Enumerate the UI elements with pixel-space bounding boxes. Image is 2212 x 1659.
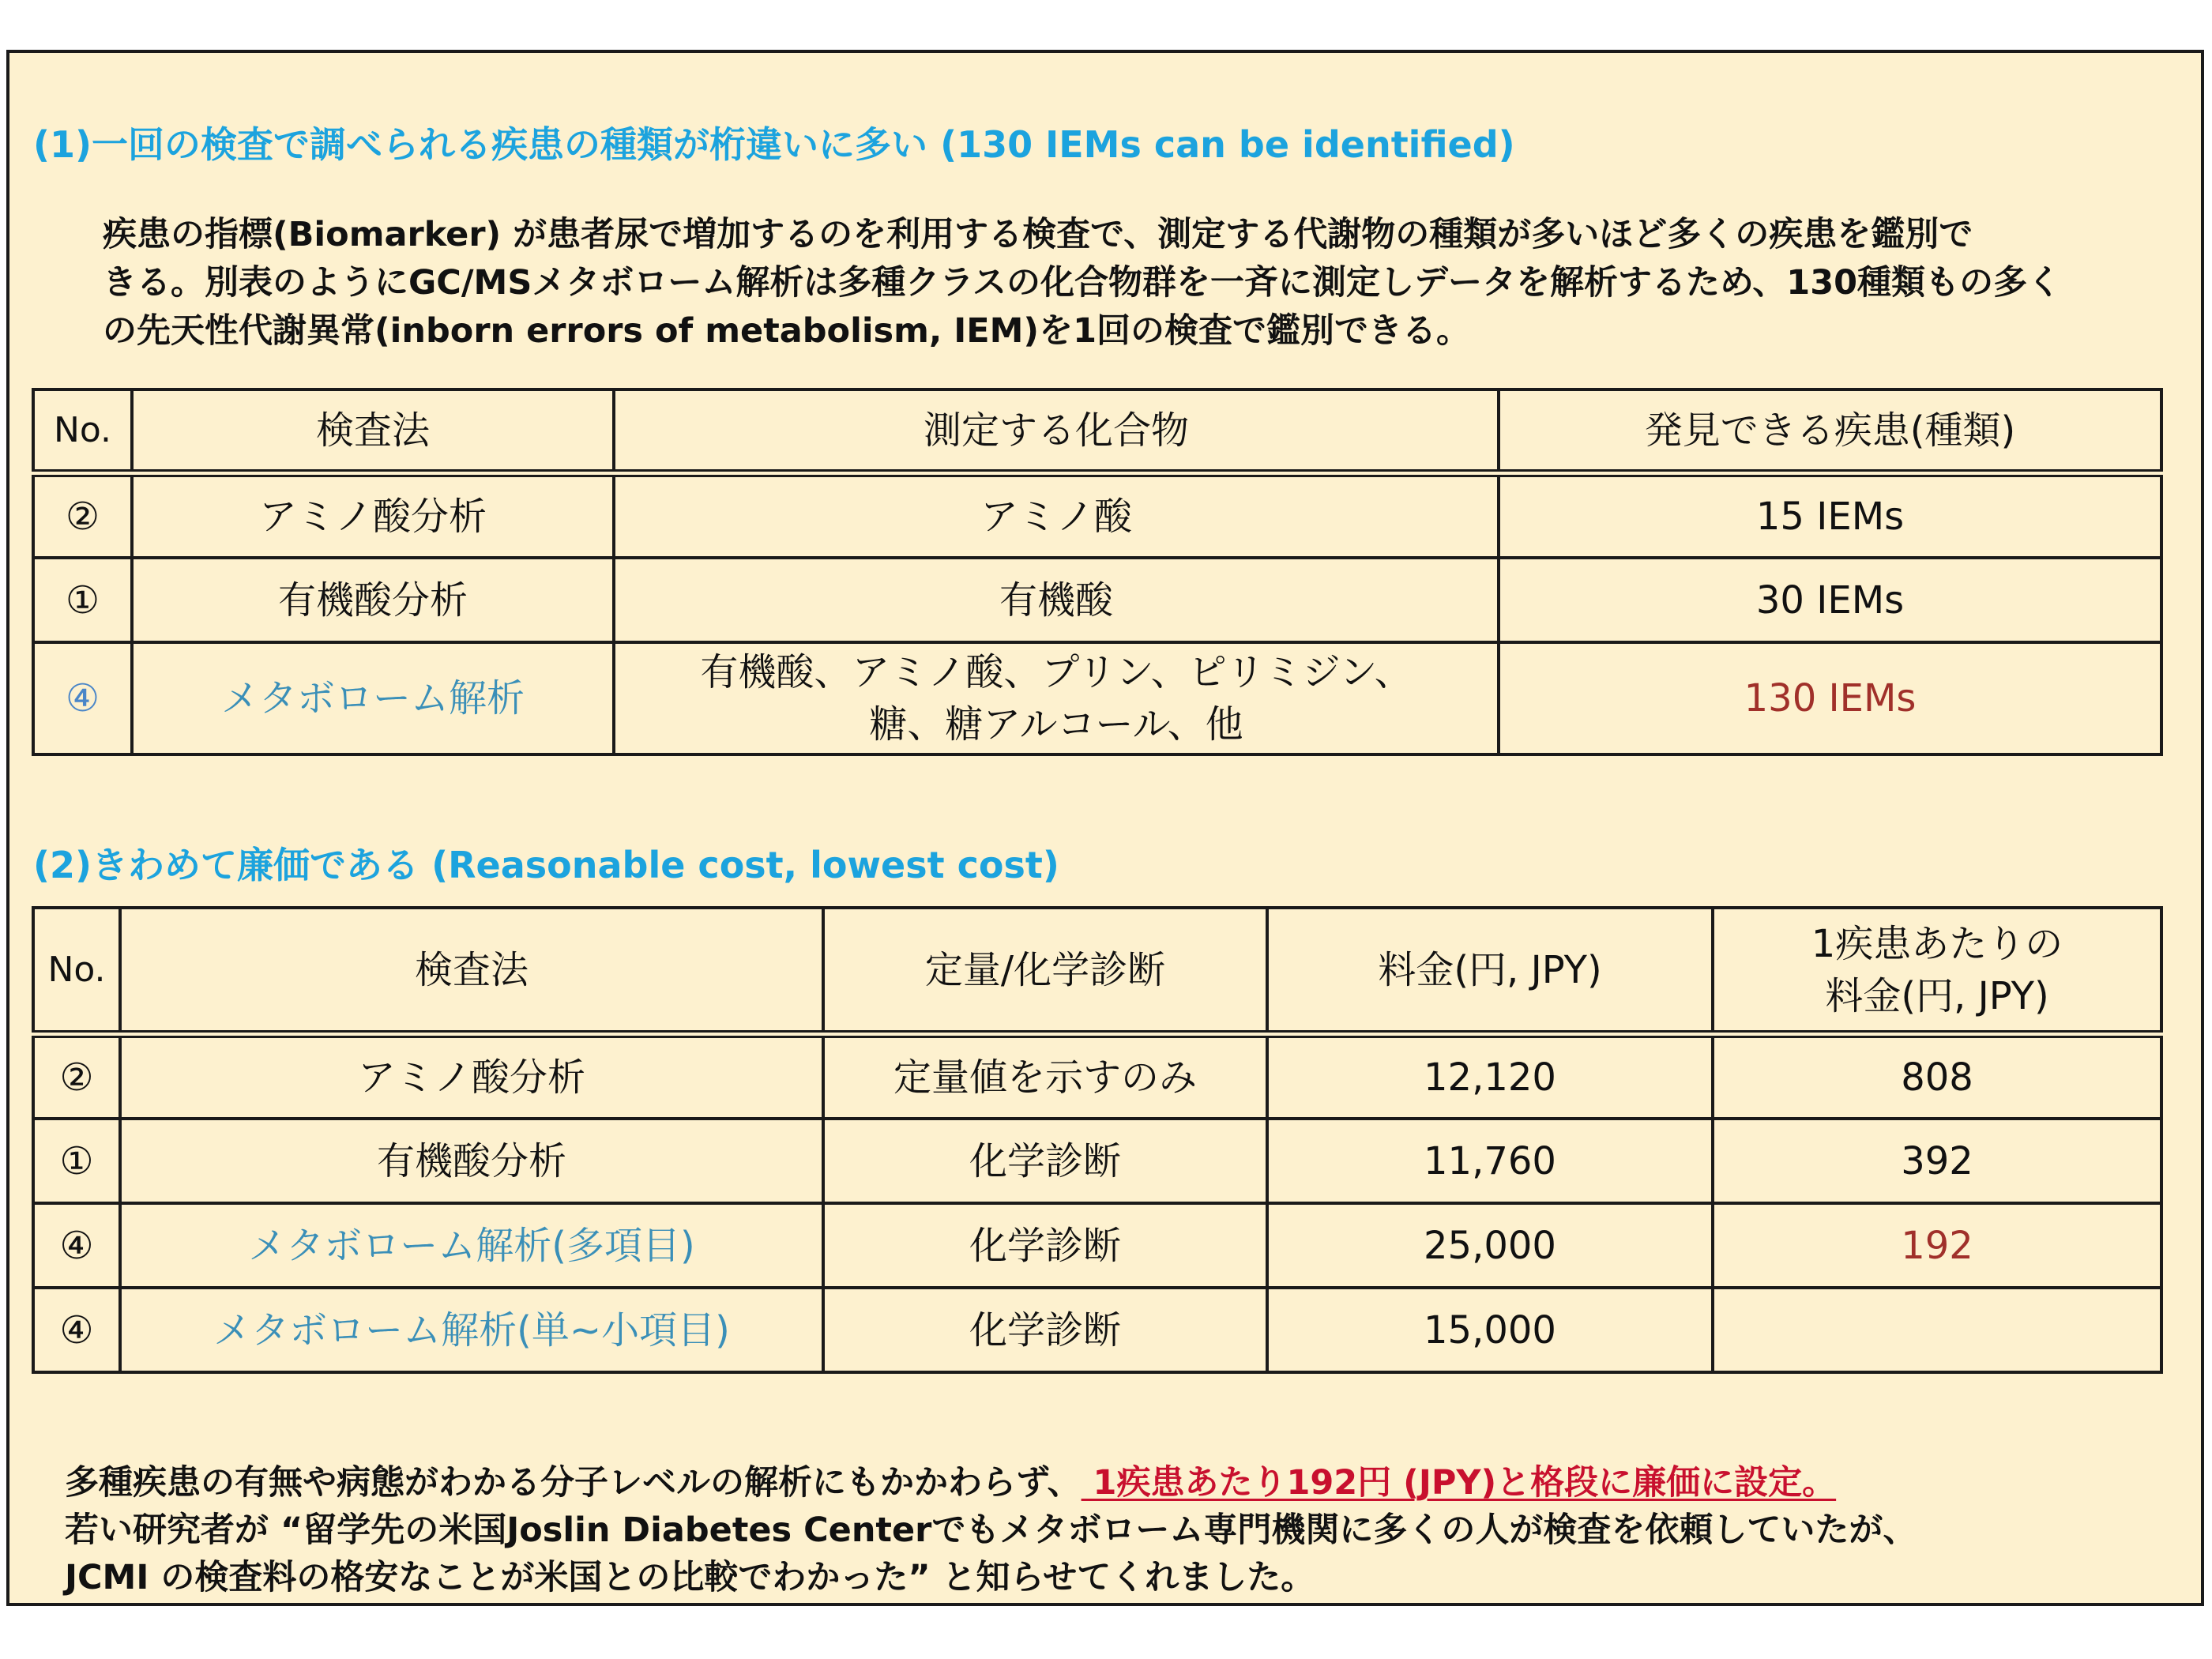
row-compounds [614,642,1499,754]
row-method: 有機酸分析 [132,558,614,642]
row-no: ① [33,1119,120,1203]
compounds-line: 有機酸、アミノ酸、プリン、ピリミジン、 [700,650,1413,694]
compounds-line: 糖、糖アルコール、他 [869,702,1243,747]
row-method: 有機酸分析 [120,1119,823,1203]
footer-prefix: 多種疾患の有無や病態がわかる分子レベルの解析にもかかわらず、 [65,1463,1082,1503]
footer-line: JCMI の検査料の格安なことが米国との比較でわかった” と知らせてくれました。 [65,1558,1315,1597]
row-per-disease: 192 [1713,1203,2161,1288]
row-no: ④ [33,1288,120,1372]
table-row [33,558,2161,642]
footer-line: 若い研究者が “留学先の米国Joslin Diabetes Centerでもメタボローム専門機関に多くの人が検査を依頼していたが、 [65,1510,1917,1550]
row-no: ④ [33,642,132,754]
row-type: 化学診断 [823,1288,1267,1372]
table-row [33,1119,2161,1203]
table-row [33,1034,2161,1119]
row-method: メタボローム解析 [132,642,614,754]
header-method: 検査法 [132,389,614,473]
paragraph-line: きる。別表のようにGC/MSメタボローム解析は多種クラスの化合物群を一斉に測定しデータを解析するため、130種類もの多く [103,263,2062,303]
section1-paragraph [103,211,2188,356]
row-no: ② [33,473,132,558]
row-fee: 25,000 [1267,1203,1713,1288]
row-per-disease [1713,1288,2161,1372]
header-fee: 料金(円, JPY) [1267,908,1713,1034]
header-line: 1疾患あたりの [1811,921,2063,966]
disease-count-table [32,388,2163,756]
header-compounds: 測定する化合物 [614,389,1499,473]
content-panel [6,50,2204,1606]
row-diseases: 30 IEMs [1499,558,2161,642]
row-no: ② [33,1034,120,1119]
header-no: No. [33,389,132,473]
row-type: 化学診断 [823,1119,1267,1203]
price-highlight: 1疾患あたり192円 (JPY)と格段に廉価に設定。 [1081,1463,1837,1503]
row-compounds: 有機酸 [614,558,1499,642]
row-no: ① [33,558,132,642]
row-per-disease: 392 [1713,1119,2161,1203]
row-diseases: 15 IEMs [1499,473,2161,558]
row-method: メタボローム解析(単~小項目) [120,1288,823,1372]
table-header-row [33,908,2161,1034]
footer-line [65,1459,2198,1507]
row-compounds: アミノ酸 [614,473,1499,558]
row-diseases: 130 IEMs [1499,642,2161,754]
header-diseases: 発見できる疾患(種類) [1499,389,2161,473]
header-method: 検査法 [120,908,823,1034]
header-type: 定量/化学診断 [823,908,1267,1034]
row-type: 化学診断 [823,1203,1267,1288]
section1-title: (1)一回の検査で調べられる疾患の種類が桁違いに多い (130 IEMs can be identified) [33,123,1515,166]
row-fee: 11,760 [1267,1119,1713,1203]
header-line: 料金(円, JPY) [1825,973,2049,1018]
table-row [33,473,2161,558]
row-method: アミノ酸分析 [120,1034,823,1119]
table-row [33,1203,2161,1288]
table-row [33,642,2161,754]
paragraph-line: の先天性代謝異常(inborn errors of metabolism, IEM)を1回の検査で鑑別できる。 [103,311,1471,351]
row-type: 定量値を示すのみ [823,1034,1267,1119]
row-method: アミノ酸分析 [132,473,614,558]
section2-title: (2)きわめて廉価である (Reasonable cost, lowest cost) [33,844,1059,886]
table-header-row [33,389,2161,473]
row-method: メタボローム解析(多項目) [120,1203,823,1288]
cost-table [32,906,2163,1374]
header-no: No. [33,908,120,1034]
row-no: ④ [33,1203,120,1288]
paragraph-line: 疾患の指標(Biomarker) が患者尿で増加するのを利用する検査で、測定する代謝物の種類が多いほど多くの疾患を鑑別で [103,215,1973,254]
row-fee: 12,120 [1267,1034,1713,1119]
row-fee: 15,000 [1267,1288,1713,1372]
row-per-disease: 808 [1713,1034,2161,1119]
footer-note [65,1459,2198,1601]
table-row [33,1288,2161,1372]
header-per-disease-fee [1713,908,2161,1034]
